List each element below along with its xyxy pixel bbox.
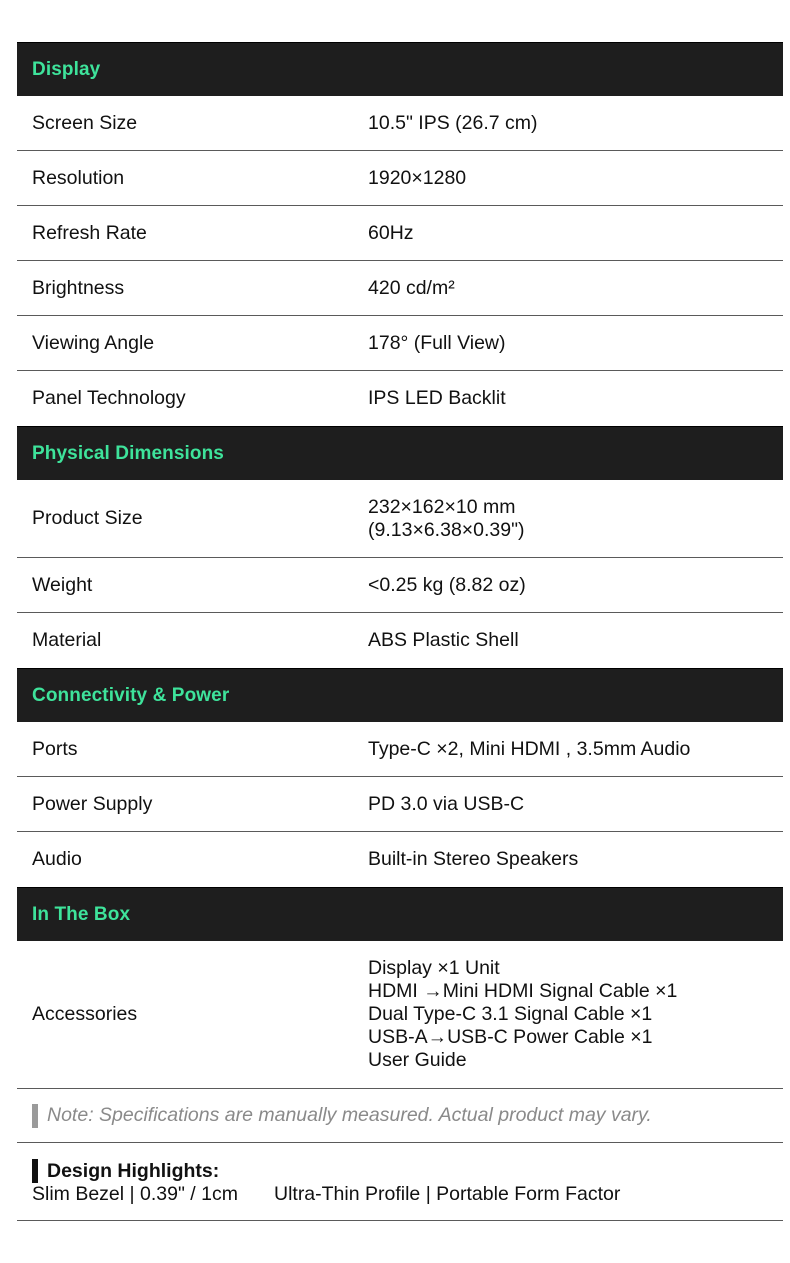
section-header-connectivity-power bbox=[17, 668, 783, 722]
spec-value bbox=[368, 387, 783, 410]
spec-row-screen-size bbox=[17, 96, 783, 151]
spec-row-power-supply bbox=[17, 777, 783, 832]
spec-row-material bbox=[17, 613, 783, 668]
spec-value bbox=[368, 222, 783, 245]
highlights-line bbox=[32, 1183, 783, 1206]
section-title: Connectivity & Power bbox=[32, 684, 230, 706]
spec-value-line: 10.5" IPS (26.7 cm) bbox=[368, 111, 538, 134]
spec-row-ports bbox=[17, 722, 783, 777]
spec-value bbox=[368, 496, 783, 542]
spec-value-line: <0.25 kg (8.82 oz) bbox=[368, 573, 526, 596]
spec-value-line: PD 3.0 via USB-C bbox=[368, 792, 525, 815]
spec-label: Refresh Rate bbox=[32, 221, 147, 244]
spec-value-line: User Guide bbox=[368, 1049, 467, 1071]
highlights-accent-bar bbox=[32, 1159, 38, 1183]
spec-value-line: ABS Plastic Shell bbox=[368, 629, 519, 651]
spec-value-line: 420 cd/m² bbox=[368, 276, 455, 299]
spec-row-accessories bbox=[17, 941, 783, 1089]
spec-value-line: 178° (Full View) bbox=[368, 331, 506, 354]
spec-value-line: Display ×1 Unit bbox=[368, 957, 500, 979]
disclaimer-note bbox=[17, 1089, 783, 1143]
spec-value bbox=[368, 848, 783, 871]
note-text: Note: Specifications are manually measured. Actual product may vary. bbox=[47, 1104, 652, 1126]
spec-value bbox=[368, 277, 783, 300]
section-title: Display bbox=[32, 58, 101, 80]
highlights-title: Design Highlights: bbox=[47, 1159, 220, 1182]
spec-value bbox=[368, 793, 783, 816]
spec-label: Accessories bbox=[32, 1003, 138, 1025]
spec-label: Viewing Angle bbox=[32, 331, 155, 354]
spec-label: Brightness bbox=[32, 276, 125, 299]
design-highlights bbox=[17, 1143, 783, 1221]
spec-value bbox=[368, 332, 783, 355]
section-header-display bbox=[17, 42, 783, 96]
spec-value-line: (9.13×6.38×0.39") bbox=[368, 518, 525, 541]
spec-row-refresh-rate bbox=[17, 206, 783, 261]
section-header-in-the-box bbox=[17, 887, 783, 941]
spec-sheet bbox=[17, 42, 783, 1221]
spec-value bbox=[368, 738, 783, 761]
highlight-item: Ultra-Thin Profile | Portable Form Factor bbox=[273, 1183, 621, 1205]
spec-label: Screen Size bbox=[32, 111, 138, 134]
spec-label: Ports bbox=[32, 737, 78, 760]
highlight-item: Slim Bezel | 0.39" / 1cm bbox=[32, 1183, 238, 1205]
spec-value-line: 60Hz bbox=[368, 221, 414, 244]
spec-value bbox=[368, 167, 783, 190]
note-accent-bar bbox=[32, 1104, 38, 1128]
spec-row-product-size bbox=[17, 480, 783, 558]
spec-row-viewing-angle bbox=[17, 316, 783, 371]
section-header-physical-dimensions bbox=[17, 426, 783, 480]
spec-row-audio bbox=[17, 832, 783, 887]
spec-value-line: 232×162×10 mm bbox=[368, 495, 516, 518]
spec-value-line: USB-A→USB-C Power Cable ×1 bbox=[368, 1026, 653, 1048]
spec-value-line: Type-C ×2, Mini HDMI , 3.5mm Audio bbox=[368, 737, 691, 760]
spec-row-panel-technology bbox=[17, 371, 783, 426]
spec-value-line: Built-in Stereo Speakers bbox=[368, 848, 579, 870]
spec-value-line: IPS LED Backlit bbox=[368, 387, 506, 409]
spec-label: Panel Technology bbox=[32, 387, 186, 409]
spec-label: Material bbox=[32, 629, 102, 651]
section-title: Physical Dimensions bbox=[32, 442, 224, 464]
spec-value bbox=[368, 629, 783, 652]
spec-label: Power Supply bbox=[32, 792, 153, 815]
spec-value-line: Dual Type-C 3.1 Signal Cable ×1 bbox=[368, 1003, 653, 1025]
spec-value bbox=[368, 574, 783, 597]
spec-value-line: 1920×1280 bbox=[368, 166, 467, 189]
spec-value-line: HDMI →Mini HDMI Signal Cable ×1 bbox=[368, 980, 678, 1002]
spec-value bbox=[368, 112, 783, 135]
spec-label: Resolution bbox=[32, 166, 125, 189]
section-title: In The Box bbox=[32, 903, 131, 925]
spec-row-resolution bbox=[17, 151, 783, 206]
spec-value bbox=[368, 957, 783, 1072]
spec-row-weight bbox=[17, 558, 783, 613]
highlights-heading bbox=[32, 1159, 783, 1183]
spec-label: Weight bbox=[32, 573, 93, 596]
spec-label: Audio bbox=[32, 848, 82, 870]
spec-label: Product Size bbox=[32, 507, 143, 529]
spec-row-brightness bbox=[17, 261, 783, 316]
